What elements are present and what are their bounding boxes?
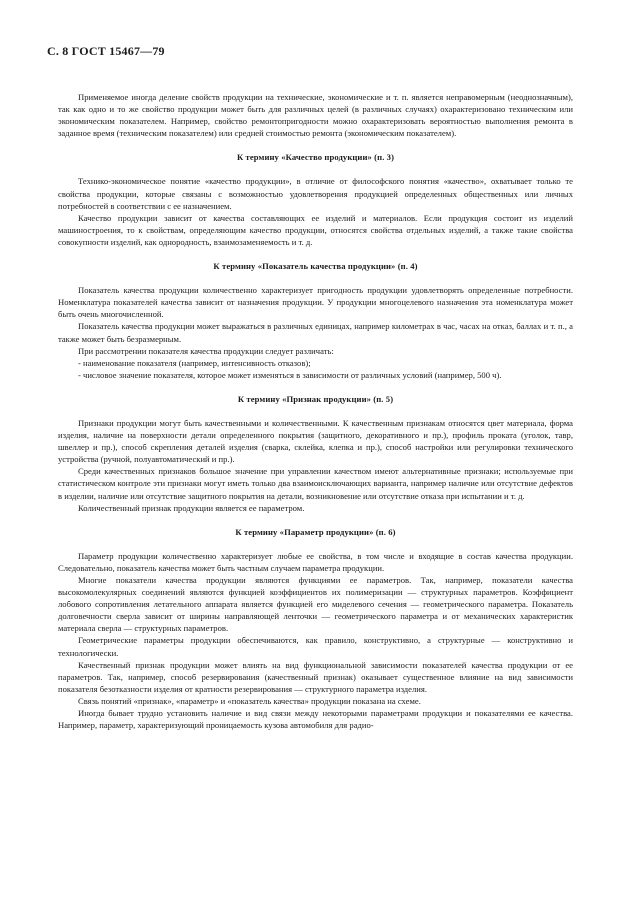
document-body (58, 91, 573, 731)
paragraph: Количественный признак продукции является ее параметром. (78, 502, 305, 513)
paragraph: Применяемое иногда деление свойств продукции на технические, экономические и т. п. является неправомерным (неоднозначным), так как одно и то же свойство продукции может быть для различных целей (в различных случаях) охарактеризовано техническим или экономическим показателем. Например, свойство ремонтопригодности можно охарактеризовать вероятностью выполнения ремонта в заданное время (техническим показателем) или средней стоимостью ремонта (экономическим показателем). (58, 92, 573, 139)
paragraph: Геометрические параметры продукции обеспечиваются, как правило, конструктивно, а структурные — конструктивно и технологически. (58, 635, 573, 658)
paragraph: Качественный признак продукции может влиять на вид функциональной зависимости показателей качества продукции от ее параметров. Так, например, способ резервирования (качественный признак) оказывает существенное влияние на вид зависимости показателя безотказности изделия от кратности резервирования — структурного параметра изделия. (58, 659, 573, 694)
paragraph: Параметр продукции количественно характеризует любые ее свойства, в том числе и входящие в состав качества продукции. Следовательно, показатель качества может быть частным случаем параметра продукции. (58, 550, 573, 573)
paragraph: Качество продукции зависит от качества составляющих ее изделий и материалов. Если продукция состоит из изделий машиностроения, то к свойствам, определяющим качество продукции, относятся свойства отдельных изделий, а также такие свойства совокупности изделий, как однородность, взаимозаменяемость и т. д. (58, 212, 573, 247)
paragraph: Технико-экономическое понятие «качество продукции», в отличие от философского понятия «качество», охватывает только те свойства продукции, которые связаны с возможностью удовлетворения продукцией определенных общественных или личных потребностей в соответствии с ее назначением. (58, 176, 573, 211)
paragraph: Признаки продукции могут быть качественными и количественными. К качественным признакам относятся цвет материала, форма изделия, наличие на поверхности детали определенного покрытия (защитного, декоративного и пр.), профиль проката (уголок, тавр, швеллер и пр.), способ скрепления деталей изделия (сварка, склейка, клепка и пр.), способ настройки или регулировки технического устройства (ручной, полуавтоматический и пр.). (58, 417, 573, 465)
paragraph: Многие показатели качества продукции являются функциями ее параметров. Так, например, показатели качества высокомолекулярных соединений являются функцией коэффициентов их полимеризации — структурных параметров. Коэффициент лобового сопротивления летательного аппарата является функцией его миделевого сечения — геометрического параметра. Показатель долговечности сверла зависит от ширины направляющей ленточки — геометрического параметра и от механических характеристик материала сверла — структурных параметров. (58, 575, 573, 634)
section-heading-product-parameter: К термину «Параметр продукции» (п. 6) (235, 526, 396, 537)
list-item: - числовое значение показателя, которое может изменяться в зависимости от различных условий (например, 500 ч). (78, 369, 502, 380)
section-heading-product-feature: К термину «Признак продукции» (п. 5) (237, 393, 394, 404)
page-header: С. 8 ГОСТ 15467—79 (47, 44, 165, 58)
paragraph: Показатель качества продукции количественно характеризует пригодность продукции удовлетворять определенные потребности. Номенклатура показателей качества зависит от назначения продукции. У продукции многоцелевого назначения эта номенклатура может быть очень многочисленной. (58, 285, 573, 320)
section-heading-quality: К термину «Качество продукции» (п. 3) (236, 152, 395, 163)
paragraph: Показатель качества продукции может выражаться в различных единицах, например километрах в час, часах на отказ, баллах и т. п., а также может быть безразмерным. (58, 321, 573, 344)
paragraph: Среди качественных признаков большое значение при управлении качеством имеют альтернативные признаки; используемые при статистическом контроле эти признаки могут иметь только два взаимоисключающих варианта, например наличие или отсутствие дефектов в изделии, наличие или отсутствие защитного покрытия на детали, возникновение или отсутствие отказа при испытании и т. д. (58, 466, 573, 501)
paragraph: Иногда бывает трудно установить наличие и вид связи между некоторыми параметрами продукции и показателями ее качества. Например, параметр, характеризующий проницаемость кузова автомобиля для радио- (58, 708, 573, 731)
paragraph: Связь понятий «признак», «параметр» и «показатель качества» продукции показана на схеме. (78, 695, 421, 706)
paragraph: При рассмотрении показателя качества продукции следует различать: (78, 345, 334, 356)
section-heading-quality-indicator: К термину «Показатель качества продукции» (п. 4) (213, 261, 418, 272)
list-item: - наименование показателя (например, интенсивность отказов); (78, 357, 311, 368)
